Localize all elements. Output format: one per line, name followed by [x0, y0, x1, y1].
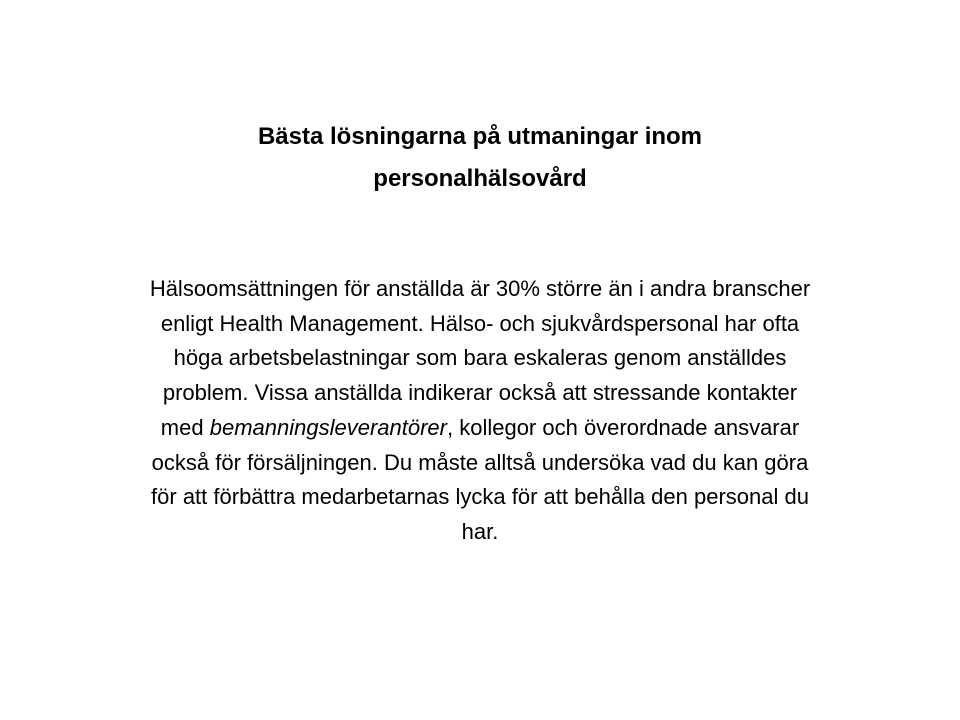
- body-text: med: [160, 414, 210, 440]
- slide-title: [0, 116, 960, 200]
- slide-body-text: [0, 272, 960, 550]
- slide-title-line: personalhälsovård: [373, 165, 587, 192]
- body-line: Hälsoomsättningen för anställda är 30% större än i andra branscher: [149, 276, 811, 301]
- body-italic-term: bemanningsleverantörer: [209, 414, 447, 440]
- slide-title-line: Bästa lösningarna på utmaningar inom: [257, 123, 703, 150]
- body-line: enligt Health Management. Hälso- och sjukvårdspersonal har ofta: [160, 310, 800, 336]
- body-line: [0, 411, 960, 446]
- body-line: för att förbättra medarbetarnas lycka för att behålla den personal du: [151, 484, 809, 510]
- body-text: , kollegor och överordnade ansvarar: [446, 414, 800, 440]
- body-line: höga arbetsbelastningar som bara eskaleras genom anställdes: [173, 345, 787, 371]
- body-line: också för försäljningen. Du måste alltså undersöka vad du kan göra: [151, 449, 809, 475]
- body-line: problem. Vissa anställda indikerar också att stressande kontakter: [162, 380, 798, 406]
- body-line: har.: [461, 518, 499, 544]
